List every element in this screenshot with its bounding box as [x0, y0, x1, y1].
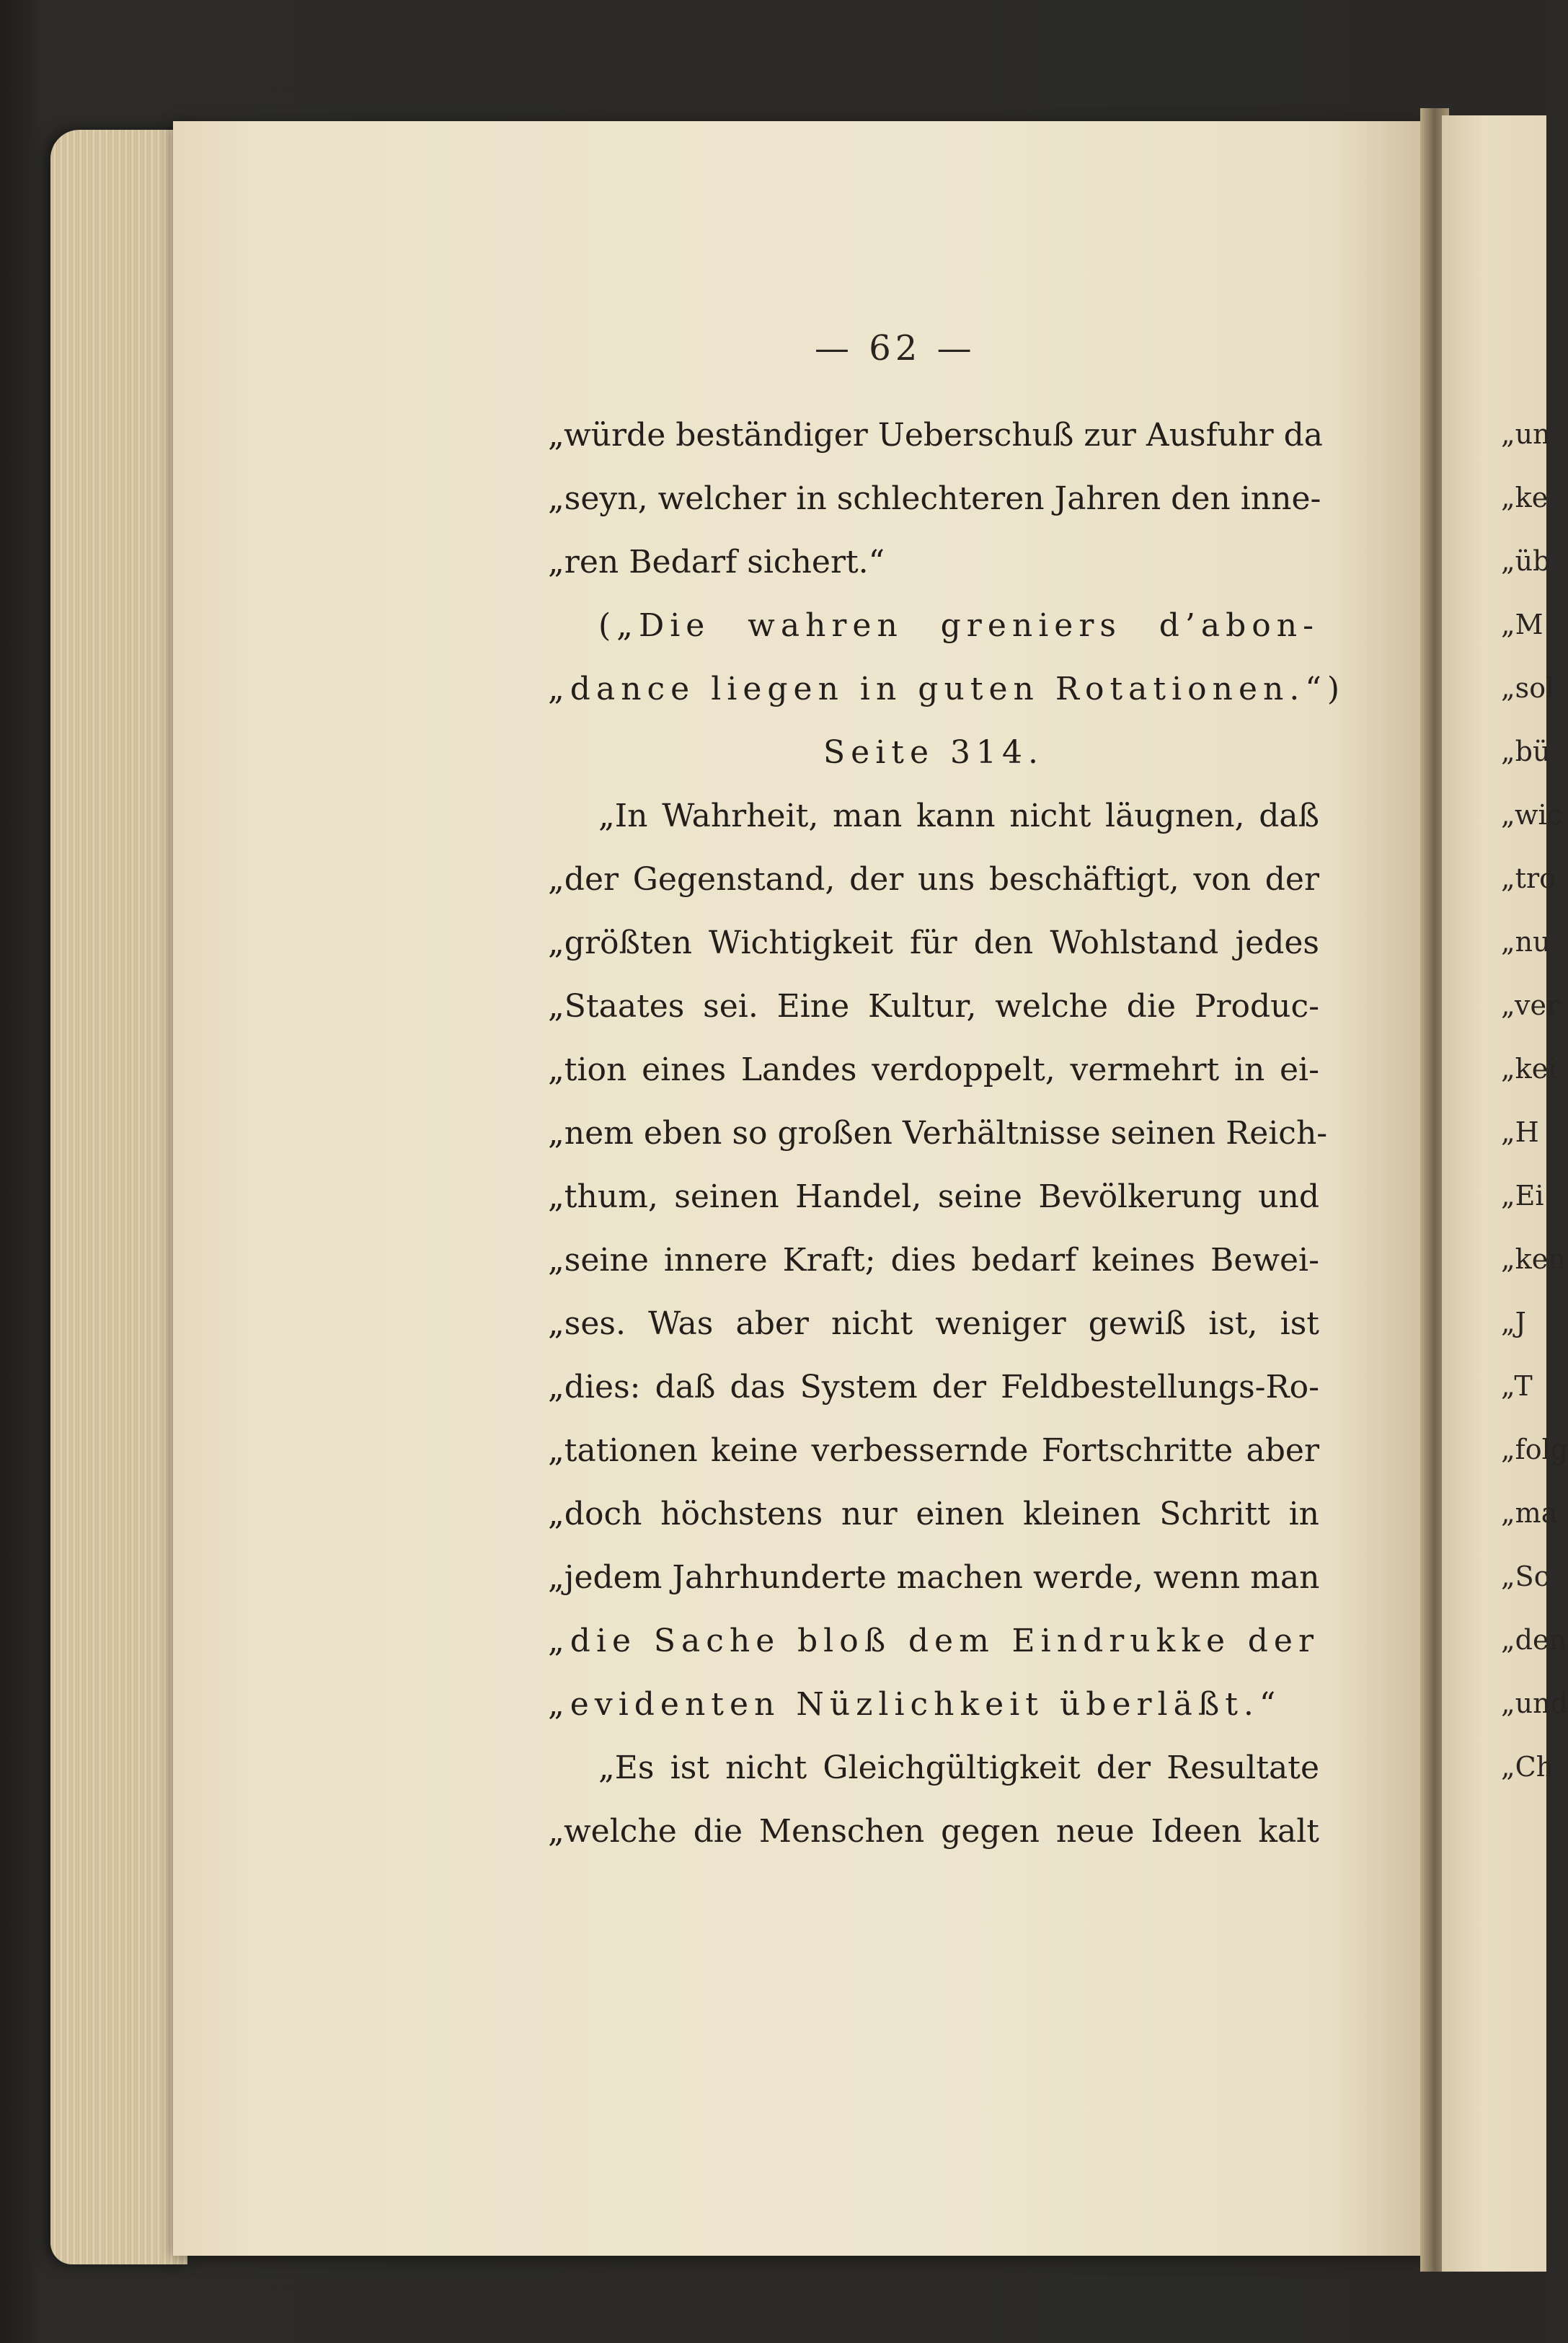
text-line: „nem eben so großen Verhältnisse seinen Reich-: [548, 1115, 1328, 1152]
text-line: „ses. Was aber nicht weniger gewiß ist, ist: [548, 1305, 1319, 1342]
text-line: „tationen keine verbessernde Fortschritte aber: [548, 1432, 1319, 1469]
right-page-line-fragment: „kei: [1501, 1053, 1557, 1085]
right-page-line-fragment: „nu: [1501, 926, 1551, 958]
text-line: „seyn, welcher in schlechteren Jahren den inne-: [548, 480, 1321, 517]
right-page-line-fragment: „Ei: [1501, 1180, 1544, 1212]
text-line: „jedem Jahrhunderte machen werde, wenn man: [548, 1559, 1320, 1596]
text-line: „dies: daß das System der Feldbestellungs-Ro-: [548, 1369, 1319, 1406]
right-page-fragment: [1442, 115, 1568, 2272]
text-line: „ren Bedarf sichert.“: [548, 544, 885, 581]
right-page-line-fragment: „folg: [1501, 1434, 1568, 1465]
right-page-line-fragment: „ken: [1501, 1243, 1566, 1275]
text-line: „der Gegenstand, der uns beschäftigt, von der: [548, 861, 1319, 898]
right-page-line-fragment: „bü: [1501, 736, 1551, 767]
text-line: „die Sache bloß dem Eindrukke der: [548, 1623, 1319, 1659]
text-line: „dance liegen in guten Rotationen.“): [548, 671, 1345, 707]
page-edges: [50, 130, 187, 2264]
right-page-line-fragment: „tro: [1501, 862, 1556, 894]
text-line: „würde beständiger Ueberschuß zur Ausfuhr da: [548, 417, 1323, 454]
right-page-line-fragment: „den: [1501, 1624, 1567, 1656]
text-line: „In Wahrheit, man kann nicht läugnen, daß: [598, 798, 1319, 834]
right-page-line-fragment: „H: [1501, 1116, 1539, 1148]
text-line: „tion eines Landes verdoppelt, vermehrt in ei-: [548, 1051, 1319, 1088]
right-page-line-fragment: „und: [1501, 1687, 1568, 1719]
right-page-line-fragment: „ver: [1501, 989, 1560, 1021]
right-page-line-fragment: „un: [1501, 418, 1551, 450]
text-line: „größten Wichtigkeit für den Wohlstand jedes: [548, 925, 1319, 961]
page-number-header: — 62 —: [815, 328, 976, 369]
right-page-line-fragment: „ma: [1501, 1497, 1558, 1529]
text-line: „evidenten Nüzlichkeit überläßt.“: [548, 1686, 1282, 1723]
text-line: („Die wahren greniers d’abon-: [598, 607, 1319, 644]
page-text: [548, 404, 1345, 1863]
text-line: „thum, seinen Handel, seine Bevölkerung und: [548, 1178, 1319, 1215]
text-line: „welche die Menschen gegen neue Ideen kalt: [548, 1813, 1319, 1850]
text-line: „doch höchstens nur einen kleinen Schritt in: [548, 1496, 1319, 1532]
right-page-line-fragment: „M: [1501, 609, 1543, 640]
right-page-line-fragment: „Sc: [1501, 1561, 1550, 1592]
text-line: „Es ist nicht Gleichgültigkeit der Resultate: [598, 1749, 1319, 1786]
text-line: „Staates sei. Eine Kultur, welche die Produc-: [548, 988, 1319, 1025]
right-page-line-fragment: „wic: [1501, 799, 1562, 831]
right-page-line-fragment: „J: [1501, 1307, 1526, 1338]
right-page-line-fragment: „üb: [1501, 545, 1551, 577]
right-page-line-fragment: „Ch: [1501, 1751, 1554, 1783]
text-line: „seine innere Kraft; dies bedarf keines Bewei-: [548, 1242, 1319, 1279]
text-line: Seite 314.: [823, 734, 1044, 771]
right-page-line-fragment: „ke: [1501, 482, 1549, 513]
right-page-line-fragment: „sol: [1501, 672, 1555, 704]
right-page-line-fragment: „T: [1501, 1370, 1533, 1402]
